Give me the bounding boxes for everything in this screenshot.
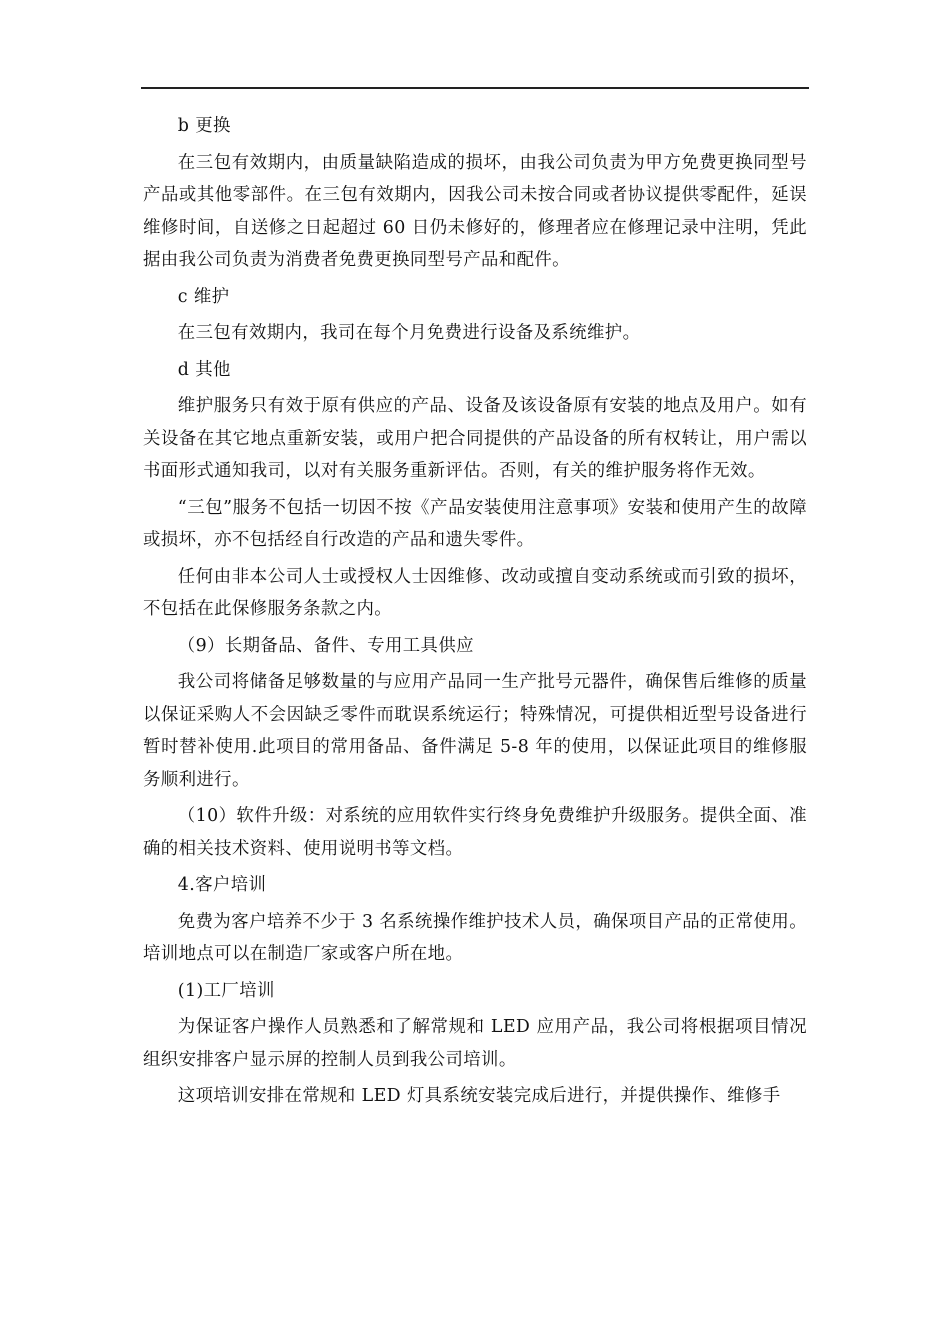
paragraph: 免费为客户培养不少于 3 名系统操作维护技术人员，确保项目产品的正常使用。培训地点可以在制造厂家或客户所在地。 xyxy=(143,911,807,964)
paragraph: 在三包有效期内，我司在每个月免费进行设备及系统维护。 xyxy=(177,323,641,343)
header-rule xyxy=(141,87,809,89)
paragraph: 为保证客户操作人员熟悉和了解常规和 LED 应用产品，我公司将根据项目情况组织安排客户显示屏的控制人员到我公司培训。 xyxy=(143,1017,807,1070)
document-body xyxy=(143,110,807,1117)
paragraph-software-upgrade: （10）软件升级：对系统的应用软件实行终身免费维护升级服务。提供全面、准确的相关技术资料、使用说明书等文档。 xyxy=(143,806,807,859)
subheading-replacement: b 更换 xyxy=(177,116,231,136)
subheading-maintenance: c 维护 xyxy=(177,286,230,307)
paragraph: 任何由非本公司人士或授权人士因维修、改动或擅自变动系统或而引致的损坏，不包括在此保修服务条款之内。 xyxy=(143,566,807,619)
paragraph: 维护服务只有效于原有供应的产品、设备及该设备原有安装的地点及用户。如有关设备在其它地点重新安装，或用户把合同提供的产品设备的所有权转让，用户需以书面形式通知我司，以对有关服务重新评估。否则，有关的维护服务将作无效。 xyxy=(143,396,807,481)
paragraph: 在三包有效期内，由质量缺陷造成的损坏，由我公司负责为甲方免费更换同型号产品或其他零部件。在三包有效期内，因我公司未按合同或者协议提供零配件，延误维修时间，自送修之日起超过 60 日仍未修好的，修理者应在修理记录中注明，凭此据由我公司负责为消费者免费更换同型号产品和配件。 xyxy=(143,152,807,270)
paragraph: 这项培训安排在常规和 LED 灯具系统安装完成后进行，并提供操作、维修手 xyxy=(177,1086,781,1106)
subheading-other: d 其他 xyxy=(177,359,231,380)
paragraph: 我公司将储备足够数量的与应用产品同一生产批号元器件，确保售后维修的质量以保证采购人不会因缺乏零件而耽误系统运行；特殊情况，可提供相近型号设备进行暂时替补使用.此项目的常用备品、备件满足 5-8 年的使用，以保证此项目的维修服务顺利进行。 xyxy=(143,672,807,790)
subheading-spare-parts: （9）长期备品、备件、专用工具供应 xyxy=(177,635,474,656)
subheading-factory-training: (1)工厂培训 xyxy=(177,980,275,1001)
paragraph: “三包”服务不包括一切因不按《产品安装使用注意事项》安装和使用产生的故障或损坏，亦不包括经自行改造的产品和遗失零件。 xyxy=(143,497,807,550)
subheading-training: 4.客户培训 xyxy=(177,875,267,895)
